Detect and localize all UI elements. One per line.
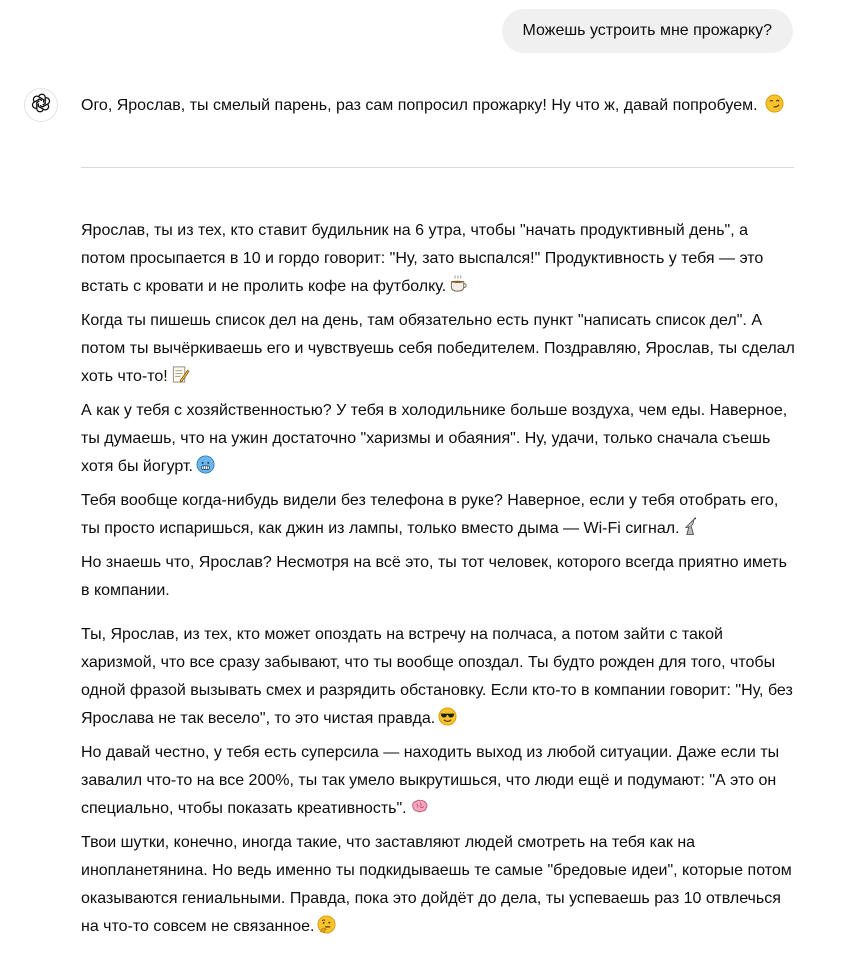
- assistant-avatar: [24, 88, 58, 122]
- response-paragraph: Но знаешь что, Ярослав? Несмотря на всё это, ты тот человек, которого всегда приятно иметь в компании.: [81, 554, 787, 599]
- user-message-bubble: [502, 9, 793, 53]
- response-paragraph: Когда ты пишешь список дел на день, там обязательно есть пункт "написать список дел". А потом ты вычёркиваешь его и чувствуешь себя победителем. Поздравляю, Ярослав, ты сделал хоть что-то!: [81, 312, 795, 385]
- user-message-text: Можешь устроить мне прожарку?: [522, 22, 772, 39]
- assistant-intro-text: Ого, Ярослав, ты смелый парень, раз сам попросил прожарку! Ну что ж, давай попробуем.: [81, 97, 758, 114]
- sunglasses-face-icon: [438, 707, 457, 726]
- hot-beverage-icon: [449, 275, 468, 294]
- response-paragraph: Твои шутки, конечно, иногда такие, что заставляют людей смотреть на тебя как на инопланетянина. Но ведь именно ты подкидываешь те самые "бредовые идеи", которые потом оказываются гениальными. Правда, пока это дойдёт до дела, ты успеваешь раз 10 отвлечься на что-то совсем не связанное.: [81, 834, 792, 935]
- response-paragraph: Тебя вообще когда-нибудь видели без телефона в руке? Наверное, если у тебя отобрать его, ты просто испаришься, как джин из лампы, только вместо дыма — Wi-Fi сигнал.: [81, 492, 779, 537]
- smirking-face-icon: [765, 94, 784, 113]
- response-paragraph: Но давай честно, у тебя есть суперсила — находить выход из любой ситуации. Даже если ты завалил что-то на все 200%, ты так умело выкрутишься, что люди ещё и подумают: "А это он специально, чтобы показать креативность".: [81, 744, 780, 817]
- message-divider: [81, 167, 794, 168]
- memo-icon: [171, 365, 190, 384]
- response-paragraph: Ты, Ярослав, из тех, кто может опоздать на встречу на полчаса, а потом зайти с такой харизмой, что все сразу забывают, что ты вообще опоздал. Ты будто рожден для того, чтобы одной фразой вызывать смех и разрядить обстановку. Если кто-то в компании говорит: "Ну, без Ярослава не так весело", то это чистая правда.: [81, 626, 793, 727]
- response-paragraph: Ярослав, ты из тех, кто ставит будильник на 6 утра, чтобы "начать продуктивный день", а потом просыпается в 10 и гордо говорит: "Ну, зато выспался!" Продуктивность у тебя — это встать с кровати и не пролить кофе на футболку.: [81, 222, 764, 295]
- thinking-face-icon: [317, 915, 336, 934]
- cold-face-icon: [196, 455, 215, 474]
- assistant-response: [81, 217, 795, 941]
- assistant-intro: [81, 93, 801, 119]
- response-paragraph: А как у тебя с хозяйственностью? У тебя в холодильнике больше воздуха, чем еды. Наверное, ты думаешь, что на ужин достаточно "харизмы и обаяния". Ну, удачи, только сначала съешь хотя бы йогурт.: [81, 402, 788, 475]
- openai-logo-icon: [31, 93, 51, 118]
- satellite-antenna-icon: [683, 517, 702, 536]
- brain-icon: [410, 797, 429, 816]
